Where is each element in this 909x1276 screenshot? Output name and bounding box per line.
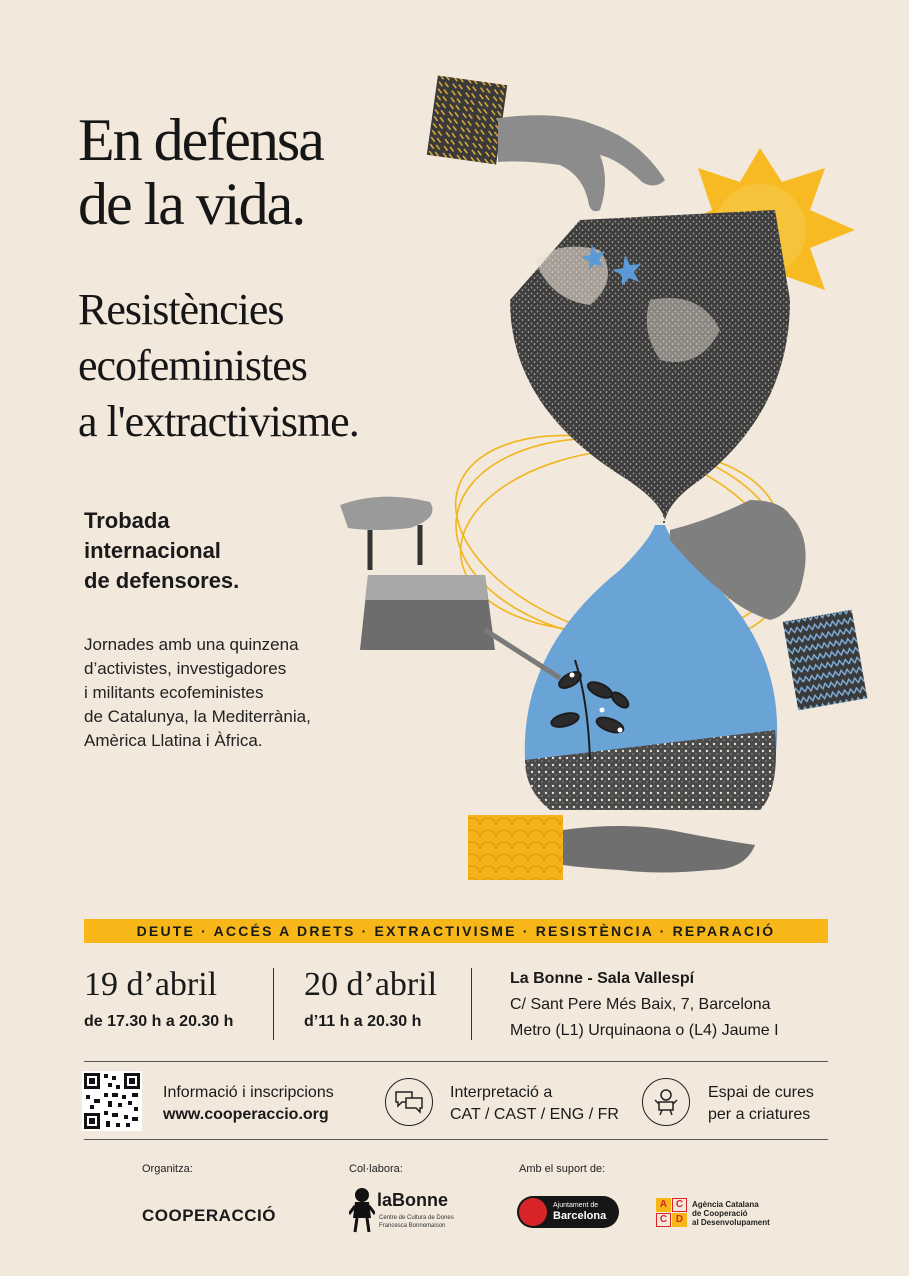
accd-line-3: al Desenvolupament — [692, 1218, 770, 1227]
hourglass-top-bulb — [510, 210, 790, 520]
barcelona-line-1: Ajuntament de — [553, 1202, 599, 1209]
interpretation-langs: CAT / CAST / ENG / FR — [450, 1106, 619, 1123]
description — [84, 633, 311, 753]
labonne-sub-1: Centre de Cultura de Dones — [379, 1215, 454, 1221]
divider — [84, 1139, 828, 1140]
childcare-line-2: per a criatures — [708, 1106, 811, 1123]
interpretation-icon — [385, 1078, 433, 1126]
title-line-5: a l'extractivisme. — [78, 397, 359, 446]
date-2: 20 d’abril — [304, 966, 438, 1003]
labonne-sub-2: Francesca Bonnemaison — [379, 1223, 446, 1229]
qr-code-icon[interactable] — [82, 1071, 142, 1131]
labonne-figure-icon — [349, 1186, 375, 1234]
description-line-5: Amèrica Llatina i Àfrica. — [84, 731, 263, 750]
hand-top-icon — [427, 76, 665, 212]
watering-can-icon — [340, 497, 560, 678]
hourglass-illustration — [320, 70, 890, 890]
labonne-logo — [349, 1186, 459, 1238]
labonne-subtitle — [379, 1214, 454, 1230]
barcelona-line-2: Barcelona — [553, 1210, 607, 1222]
divider — [273, 968, 274, 1040]
organizer-label: Organitza: — [142, 1163, 193, 1175]
baby-icon — [642, 1078, 690, 1126]
title-line-1: En defensa — [78, 107, 323, 173]
title-line-2: de la vida. — [78, 171, 305, 237]
time-1: de 17.30 h a 20.30 h — [84, 1013, 234, 1030]
meeting-line-3: de defensores. — [84, 568, 240, 593]
divider — [471, 968, 472, 1040]
meeting-line-2: internacional — [84, 538, 221, 563]
topics-banner: DEUTE · ACCÉS A DRETS · EXTRACTIVISME · RESISTÈNCIA · REPARACIÓ — [84, 919, 828, 943]
cooperaccio-logo: COOPERACCIÓ — [142, 1206, 276, 1225]
description-line-3: i militants ecofeministes — [84, 683, 264, 702]
interpretation-label: Interpretació a — [450, 1084, 553, 1101]
labonne-name: laBonne — [377, 1190, 449, 1210]
time-2: d’11 h a 20.30 h — [304, 1013, 422, 1030]
barcelona-shield-icon — [519, 1198, 547, 1226]
venue-block — [510, 966, 779, 1044]
page-subtitle — [78, 282, 359, 450]
description-line-2: d’activistes, investigadores — [84, 659, 287, 678]
accd-mark-icon: A C C D — [656, 1198, 688, 1228]
date-block-2 — [304, 966, 437, 1032]
registration-link[interactable]: www.cooperaccio.org — [163, 1106, 329, 1123]
meeting-line-1: Trobada — [84, 508, 170, 533]
registration-info — [163, 1082, 334, 1126]
accd-logo — [692, 1200, 770, 1227]
interpretation-info — [450, 1082, 619, 1126]
support-label: Amb el suport de: — [519, 1163, 606, 1175]
title-line-4: ecofeministes — [78, 341, 307, 390]
description-line-1: Jornades amb una quinzena — [84, 635, 299, 654]
barcelona-logo — [517, 1196, 619, 1228]
childcare-line-1: Espai de cures — [708, 1084, 814, 1101]
title-line-3: Resistències — [78, 285, 284, 334]
registration-label: Informació i inscripcions — [163, 1084, 334, 1101]
venue-metro: Metro (L1) Urquinaona o (L4) Jaume I — [510, 1022, 779, 1039]
date-block-1 — [84, 966, 233, 1032]
page-title — [78, 108, 323, 236]
description-line-4: de Catalunya, la Mediterrània, — [84, 707, 311, 726]
venue-name-text: La Bonne - Sala Vallespí — [510, 970, 695, 987]
date-1: 19 d’abril — [84, 966, 218, 1003]
collab-label: Col·labora: — [349, 1163, 403, 1175]
venue-address: C/ Sant Pere Més Baix, 7, Barcelona — [510, 996, 771, 1013]
divider — [84, 1061, 828, 1062]
accd-line-1: Agència Catalana — [692, 1200, 759, 1209]
accd-line-2: de Cooperació — [692, 1209, 748, 1218]
venue-name — [510, 966, 779, 992]
hand-bottom-icon — [468, 815, 755, 880]
childcare-info — [708, 1082, 814, 1126]
meeting-heading — [84, 506, 239, 596]
